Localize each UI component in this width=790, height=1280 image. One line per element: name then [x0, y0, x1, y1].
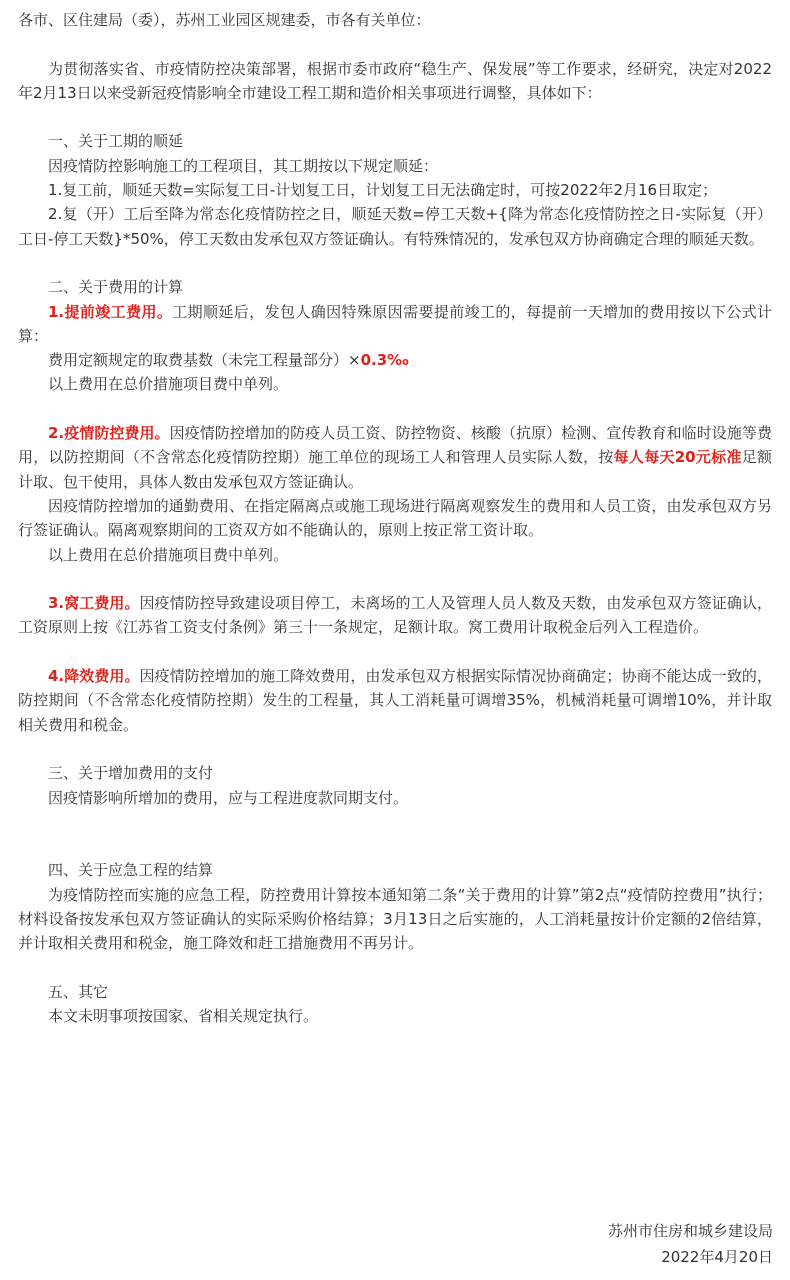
- fee2-title: 2.疫情防控费用。: [48, 424, 170, 443]
- fee2-text-a: 因疫情防控增加的防疫人员工资、防控物资、核酸（抗原）检测、宣传教育和临时设施等费用，以防控期间（不含常态化疫情防控期）施工单位的现场工人和管理人员实际人数，按: [18, 424, 772, 467]
- fee3-title: 3.窝工费用。: [48, 594, 140, 613]
- fee1-note: 以上费用在总价措施项目费中单列。: [48, 375, 289, 394]
- intro-paragraph: 为贯彻落实省、市疫情防控决策部署，根据市委市政府“稳生产、保发展”等工作要求，经研究，决定对2022年2月13日以来受新冠疫情影响全市建设工程工期和造价相关事项进行调整，具体如下：: [18, 59, 772, 102]
- section5-heading: 五、其它: [48, 982, 109, 1001]
- fee1-formula-line: [18, 348, 772, 372]
- fee2-note: 以上费用在总价措施项目费中单列。: [48, 545, 289, 564]
- issuing-organization: 苏州市住房和城乡建设局: [607, 1222, 773, 1240]
- salutation: 各市、区住建局（委），苏州工业园区规建委，市各有关单位：: [18, 11, 431, 29]
- section2-heading: 二、关于费用的计算: [48, 278, 184, 297]
- fee2-commute: 因疫情防控增加的通勤费用、在指定隔离点或施工现场进行隔离观察发生的费用和人员工资，由发承包双方另行签证确认。隔离观察期间的工资双方如不能确认的，原则上按正常工资计取。: [18, 496, 772, 540]
- fee1-formula: 费用定额规定的取费基数（未完工程量部分）×: [48, 351, 361, 370]
- section4-heading: 四、关于应急工程的结算: [48, 861, 214, 880]
- fee4-paragraph: [18, 664, 772, 737]
- signature-block: [608, 1218, 773, 1270]
- section1-lead: 因疫情防控影响施工的工程项目，其工期按以下规定顺延：: [48, 156, 439, 175]
- section3-text: 因疫情影响所增加的费用，应与工程进度款同期支付。: [48, 788, 409, 807]
- fee3-paragraph: [18, 591, 772, 640]
- fee4-text: 因疫情防控增加的施工降效费用，由发承包双方根据实际情况协商确定；协商不能达成一致的，防控期间（不含常态化疫情防控期）发生的工程量，其人工消耗量可调增35%，机械消耗量可调增10%，并计取相关费用和税金。: [18, 667, 772, 734]
- section5-text: 本文未明事项按国家、省相关规定执行。: [48, 1007, 319, 1026]
- fee1-paragraph: [18, 300, 772, 349]
- fee1-title: 1.提前竣工费用。: [48, 302, 173, 321]
- section4-text: 为疫情防控而实施的应急工程，防控费用计算按本通知第二条“关于费用的计算”第2点“疫情防控费用”执行；材料设备按发承包双方签证确认的实际采购价格结算；3月13日之后实施的，人工消耗量按计价定额的2倍结算，并计取相关费用和税金，施工降效和赶工措施费用不再另计。: [18, 885, 772, 953]
- fee2-paragraph: [18, 421, 772, 494]
- section3-heading: 三、关于增加费用的支付: [48, 764, 214, 783]
- fee2-standard: 每人每天20元标准: [613, 448, 742, 467]
- fee1-text: 工期顺延后，发包人确因特殊原因需要提前竣工的，每提前一天增加的费用按以下公式计算：: [18, 302, 772, 345]
- fee4-title: 4.降效费用。: [48, 667, 140, 686]
- section1-heading: 一、关于工期的顺延: [48, 132, 184, 151]
- section1-item2: 2.复（开）工后至降为常态化疫情防控之日，顺延天数=停工天数+{降为常态化疫情防控之日-实际复（开）工日-停工天数}*50%，停工天数由发承包双方签证确认。有特殊情况的，发承包双方协商确定合理的顺延天数。: [18, 205, 772, 248]
- fee3-text: 因疫情防控导致建设项目停工，未离场的工人及管理人员人数及天数，由发承包双方签证确认，工资原则上按《江苏省工资支付条例》第三十一条规定，足额计取。窝工费用计取税金后列入工程造价。: [18, 594, 772, 637]
- fee1-rate: 0.3‰: [360, 351, 409, 370]
- issue-date: 2022年4月20日: [661, 1248, 773, 1266]
- section1-item1: 1.复工前，顺延天数=实际复工日-计划复工日，计划复工日无法确定时，可按2022年2月16日取定；: [48, 181, 718, 200]
- fee2-text-b: 足额计取、包干使用，具体人数由发承包双方签证确认。: [18, 448, 772, 491]
